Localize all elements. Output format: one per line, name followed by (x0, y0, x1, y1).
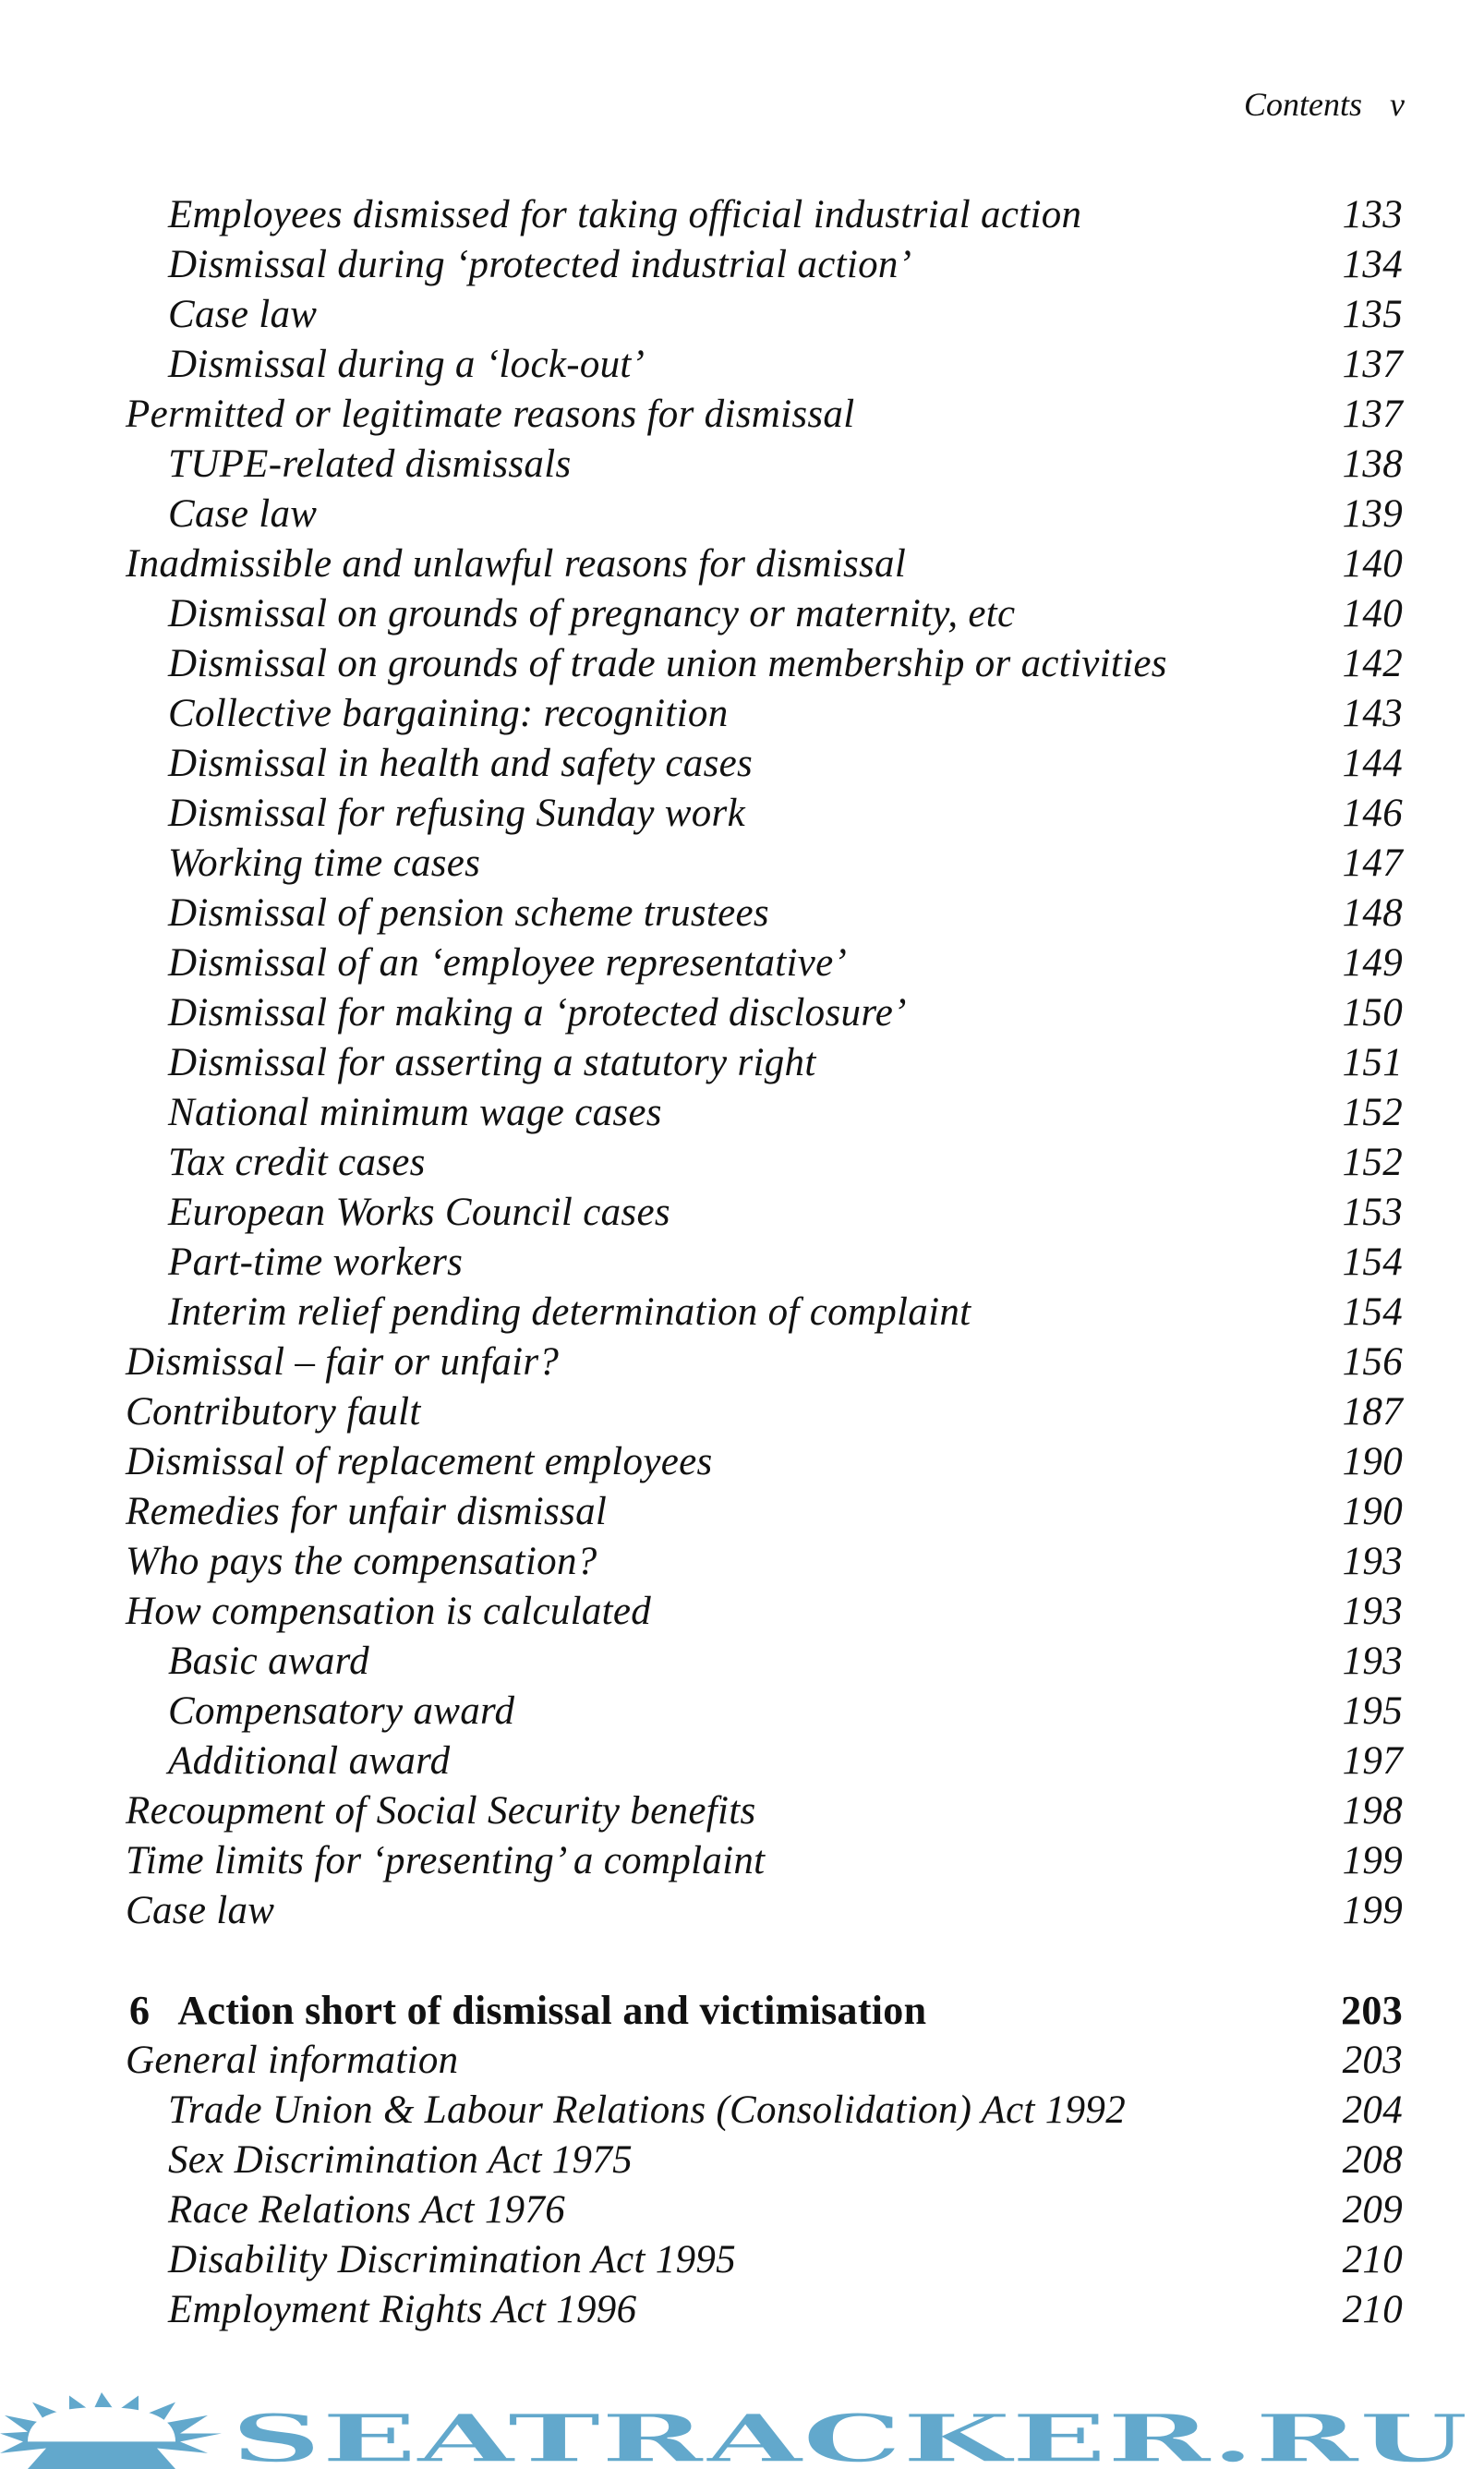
toc-entry-page: 139 (1342, 492, 1403, 536)
toc-entry-page: 151 (1342, 1041, 1403, 1084)
chapter-page: 203 (1341, 1988, 1403, 2033)
toc-entry[interactable] (0, 789, 1484, 839)
toc-entry-title: Employment Rights Act 1996 (168, 2288, 637, 2331)
toc-entry-page: 138 (1342, 442, 1403, 486)
toc-entry-title: Dismissal of pension scheme trustees (168, 891, 769, 935)
toc-entry[interactable] (0, 2285, 1484, 2335)
toc-entry-title: Case law (168, 293, 318, 336)
toc-entry[interactable] (0, 1487, 1484, 1537)
toc-entry[interactable] (0, 689, 1484, 739)
toc-entry[interactable] (0, 2036, 1484, 2086)
toc-entry[interactable] (0, 1687, 1484, 1737)
toc-entry[interactable] (0, 1038, 1484, 1088)
toc-entry-title: Disability Discrimination Act 1995 (168, 2238, 736, 2281)
toc-entry-page: 149 (1342, 941, 1403, 985)
toc-entry-page: 193 (1342, 1540, 1403, 1583)
toc-entry-page: 135 (1342, 293, 1403, 336)
toc-entry-page: 140 (1342, 592, 1403, 635)
toc-entry-page: 154 (1342, 1241, 1403, 1284)
toc-entry-title: Tax credit cases (168, 1141, 426, 1184)
toc-entry-title: Dismissal for asserting a statutory right (168, 1041, 816, 1084)
toc-entry[interactable] (0, 1737, 1484, 1786)
toc-entry[interactable] (0, 1836, 1484, 1886)
chapter-title: Action short of dismissal and victimisation (177, 1988, 927, 2033)
toc-entry[interactable] (0, 988, 1484, 1038)
toc-entry-page: 148 (1342, 891, 1403, 935)
toc-entry-page: 204 (1342, 2088, 1403, 2132)
toc-entry-title: General information (126, 2039, 459, 2082)
toc-entry[interactable] (0, 639, 1484, 689)
toc-entry-title: Dismissal on grounds of trade union membership or activities (168, 642, 1167, 685)
toc-entry-page: 193 (1342, 1590, 1403, 1633)
toc-entry-title: Working time cases (168, 841, 481, 885)
toc-entry[interactable] (0, 1637, 1484, 1687)
toc-entry-page: 146 (1342, 792, 1403, 835)
toc-entry-title: Dismissal for refusing Sunday work (168, 792, 745, 835)
chapter-number: 6 (129, 1988, 151, 2033)
toc-entry-page: 137 (1342, 343, 1403, 386)
toc-entry-title: Inadmissible and unlawful reasons for dismissal (126, 542, 907, 586)
toc-entry-page: 197 (1342, 1739, 1403, 1783)
toc-entry[interactable] (0, 1437, 1484, 1487)
watermark-text: SEATRACKER.RU (231, 2400, 1469, 2469)
toc-entry-title: European Works Council cases (168, 1191, 670, 1234)
toc-entry[interactable] (0, 1886, 1484, 1936)
toc-entry[interactable] (0, 589, 1484, 639)
toc-entry[interactable] (0, 539, 1484, 589)
toc-entry-page: 152 (1342, 1141, 1403, 1184)
toc-entry-page: 153 (1342, 1191, 1403, 1234)
toc-entry-title: Dismissal on grounds of pregnancy or maternity, etc (168, 592, 1016, 635)
toc-entry-page: 210 (1342, 2238, 1403, 2281)
toc-entry-page: 156 (1342, 1340, 1403, 1384)
toc-entry-page: 143 (1342, 692, 1403, 735)
toc-entry[interactable] (0, 1387, 1484, 1437)
toc-entry[interactable] (0, 2235, 1484, 2285)
toc-entry[interactable] (0, 440, 1484, 490)
toc-entry-page: 144 (1342, 742, 1403, 785)
toc-entry-title: TUPE-related dismissals (168, 442, 572, 486)
toc-entry[interactable] (0, 240, 1484, 290)
toc-entry[interactable] (0, 739, 1484, 789)
toc-entry[interactable] (0, 1288, 1484, 1337)
toc-entry[interactable] (0, 1786, 1484, 1836)
toc-entry[interactable] (0, 2185, 1484, 2235)
toc-entry-title: Who pays the compensation? (126, 1540, 597, 1583)
running-header (1244, 85, 1405, 124)
sun-icon (0, 2392, 222, 2469)
toc-entry[interactable] (0, 2086, 1484, 2136)
toc-entry-title: Dismissal during a ‘lock-out’ (168, 343, 645, 386)
toc-entry-title: Time limits for ‘presenting’ a complaint (126, 1839, 766, 1882)
toc-entry[interactable] (0, 1138, 1484, 1188)
header-page-number: v (1390, 86, 1405, 123)
toc-entry-title: Part-time workers (168, 1241, 464, 1284)
toc-entry-page: 154 (1342, 1290, 1403, 1334)
toc-entry-title: Interim relief pending determination of complaint (168, 1290, 971, 1334)
toc-entry-page: 142 (1342, 642, 1403, 685)
toc-entry[interactable] (0, 190, 1484, 240)
toc-entry-title: Dismissal during ‘protected industrial action’ (168, 243, 912, 286)
toc-entry-title: Basic award (168, 1640, 369, 1683)
toc-entry-title: Sex Discrimination Act 1975 (168, 2138, 633, 2182)
toc-entry[interactable] (0, 1088, 1484, 1138)
toc-entry-page: 133 (1342, 193, 1403, 236)
toc-entry-page: 140 (1342, 542, 1403, 586)
toc-entry-title: Dismissal – fair or unfair? (126, 1340, 560, 1384)
toc-entry-title: Dismissal for making a ‘protected disclosure’ (168, 991, 907, 1035)
toc-entry-page: 193 (1342, 1640, 1403, 1683)
toc-entry-title: Contributory fault (126, 1390, 421, 1434)
toc-entry-page: 147 (1342, 841, 1403, 885)
toc-entry-title: Remedies for unfair dismissal (126, 1490, 608, 1533)
toc-entry-page: 198 (1342, 1789, 1403, 1833)
toc-entry[interactable] (0, 889, 1484, 938)
chapter-heading[interactable] (0, 1986, 1484, 2036)
toc-entry-title: Dismissal of an ‘employee representative’ (168, 941, 848, 985)
toc-entry[interactable] (0, 490, 1484, 539)
toc-entry-page: 209 (1342, 2188, 1403, 2232)
toc-entry-page: 199 (1342, 1839, 1403, 1882)
toc-entry-page: 152 (1342, 1091, 1403, 1134)
toc-entry[interactable] (0, 390, 1484, 440)
toc-entry-title: Employees dismissed for taking official industrial action (168, 193, 1082, 236)
toc-entry-page: 210 (1342, 2288, 1403, 2331)
toc-entry-title: Case law (168, 492, 318, 536)
toc-entry-title: Race Relations Act 1976 (168, 2188, 566, 2232)
header-title: Contents (1244, 86, 1363, 123)
watermark-logo (0, 2392, 1484, 2469)
toc-entry-page: 187 (1342, 1390, 1403, 1434)
toc-entry[interactable] (0, 340, 1484, 390)
toc-entry[interactable] (0, 290, 1484, 340)
toc-entry-title: Dismissal of replacement employees (126, 1440, 713, 1483)
toc-entry-page: 195 (1342, 1689, 1403, 1733)
toc-entry-title: How compensation is calculated (126, 1590, 652, 1633)
toc-entry-page: 134 (1342, 243, 1403, 286)
toc-entry[interactable] (0, 938, 1484, 988)
toc-entry-page: 199 (1342, 1889, 1403, 1932)
toc-entry-page: 190 (1342, 1490, 1403, 1533)
toc-entry[interactable] (0, 1337, 1484, 1387)
toc-entry[interactable] (0, 839, 1484, 889)
toc-entry-page: 137 (1342, 393, 1403, 436)
toc-entry-title: National minimum wage cases (168, 1091, 662, 1134)
toc-entry-page: 190 (1342, 1440, 1403, 1483)
toc-entry-title: Permitted or legitimate reasons for dismissal (126, 393, 855, 436)
toc-entry-title: Dismissal in health and safety cases (168, 742, 754, 785)
toc-entry-title: Case law (126, 1889, 275, 1932)
table-of-contents (0, 190, 1484, 2335)
toc-entry-page: 208 (1342, 2138, 1403, 2182)
toc-entry[interactable] (0, 1238, 1484, 1288)
toc-entry-title: Trade Union & Labour Relations (Consolidation) Act 1992 (168, 2088, 1126, 2132)
toc-entry-title: Recoupment of Social Security benefits (126, 1789, 756, 1833)
toc-entry-title: Collective bargaining: recognition (168, 692, 729, 735)
toc-entry-page: 203 (1342, 2039, 1403, 2082)
toc-entry[interactable] (0, 1587, 1484, 1637)
toc-entry-page: 150 (1342, 991, 1403, 1035)
toc-entry[interactable] (0, 1537, 1484, 1587)
toc-entry-title: Compensatory award (168, 1689, 515, 1733)
toc-entry[interactable] (0, 1188, 1484, 1238)
toc-entry[interactable] (0, 2136, 1484, 2185)
toc-entry-title: Additional award (168, 1739, 451, 1783)
